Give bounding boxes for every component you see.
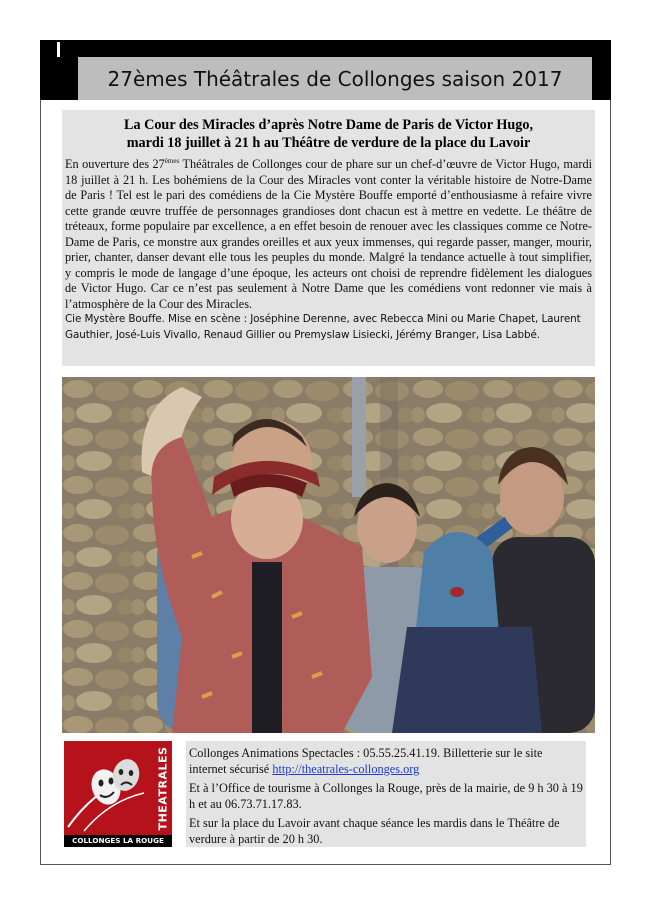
page-title: 27èmes Théâtrales de Collonges saison 2017 (78, 57, 592, 100)
theatrales-logo (64, 741, 172, 847)
header-top-bar (40, 40, 611, 57)
contact-box (186, 741, 586, 847)
performance-photo-art (62, 377, 595, 733)
logo-caption: COLLONGES LA ROUGE (64, 835, 172, 847)
theatre-masks-icon (64, 741, 154, 835)
website-link[interactable]: http://theatrales-collonges.org (272, 761, 420, 776)
article-title (65, 116, 592, 152)
article-credits: Cie Mystère Bouffe. Mise en scène : Joséphine Derenne, avec Rebecca Mini ou Marie Chapet, Laurent Gauthier, José-Luis Vivallo, Renaud Gillier ou Premyslaw Lisiecki, Jérémy Branger, Lisa Labbé. (65, 313, 581, 341)
logo-vertical-label: THEATRALES (156, 746, 170, 830)
contact-line1-text: Collonges Animations Spectacles : 05.55.25.41.19. Billetterie sur le site internet sécurisé (189, 746, 543, 776)
header-block-right (592, 57, 611, 100)
article-body-rest: Théâtrales de Collonges cour de phare sur un chef-d’œuvre de Victor Hugo, mardi 18 juillet à 21 h. Les bohémiens de la Cour des Miracles vont conter la véritable histoire de Notre-Dame de Paris ! Tel est le pari des comédiens de la Cie Mystère Bouffe emporté d’enthousiasme à refaire vivre cette grande œuvre truffée de personnages grandioses dont chacun est à mettre en vedette. Le théâtre de tréteaux, forme populaire par excellence, a en effet besoin de renouer avec les classiques comme ce Notre-Dame de Paris, ce monstre aux grandes oreilles et aux yeux immenses, qui regarde passer, manger, mourir, prier, chanter, danser devant elle tous les peuples du monde. Malgré la tendance actuelle à tout simplifier, y compris le mode de langage d’une époque, les acteurs ont choisi de reprendre fidèlement les dialogues de Victor Hugo. Car ce n’est pas seulement à Notre Dame que les comédiens vont redonner vie mais à l’atmosphère de la Cour des Miracles. (65, 157, 593, 311)
contact-line2: Et à l’Office de tourisme à Collonges la Rouge, près de la mairie, de 9 h 30 à 19 h et au 06.73.71.17.83. (189, 781, 583, 811)
article-body-start: En ouverture des 27 (65, 157, 165, 171)
article-body-sup: èmes (164, 157, 180, 165)
performance-photo (62, 377, 595, 733)
article-box (62, 110, 595, 366)
contact-line3: Et sur la place du Lavoir avant chaque séance les mardis dans le Théâtre de verdure à partir de 20 h 30. (189, 816, 560, 846)
header-tick (57, 42, 60, 57)
logo-vertical-text (154, 741, 172, 835)
contact-line1 (189, 746, 583, 777)
article-title-line1: La Cour des Miracles d’après Notre Dame de Paris de Victor Hugo, (123, 117, 534, 133)
header-block-left (40, 57, 78, 100)
article-body (65, 157, 592, 312)
article-title-line2: mardi 18 juillet à 21 h au Théâtre de verdure de la place du Lavoir (126, 135, 531, 151)
